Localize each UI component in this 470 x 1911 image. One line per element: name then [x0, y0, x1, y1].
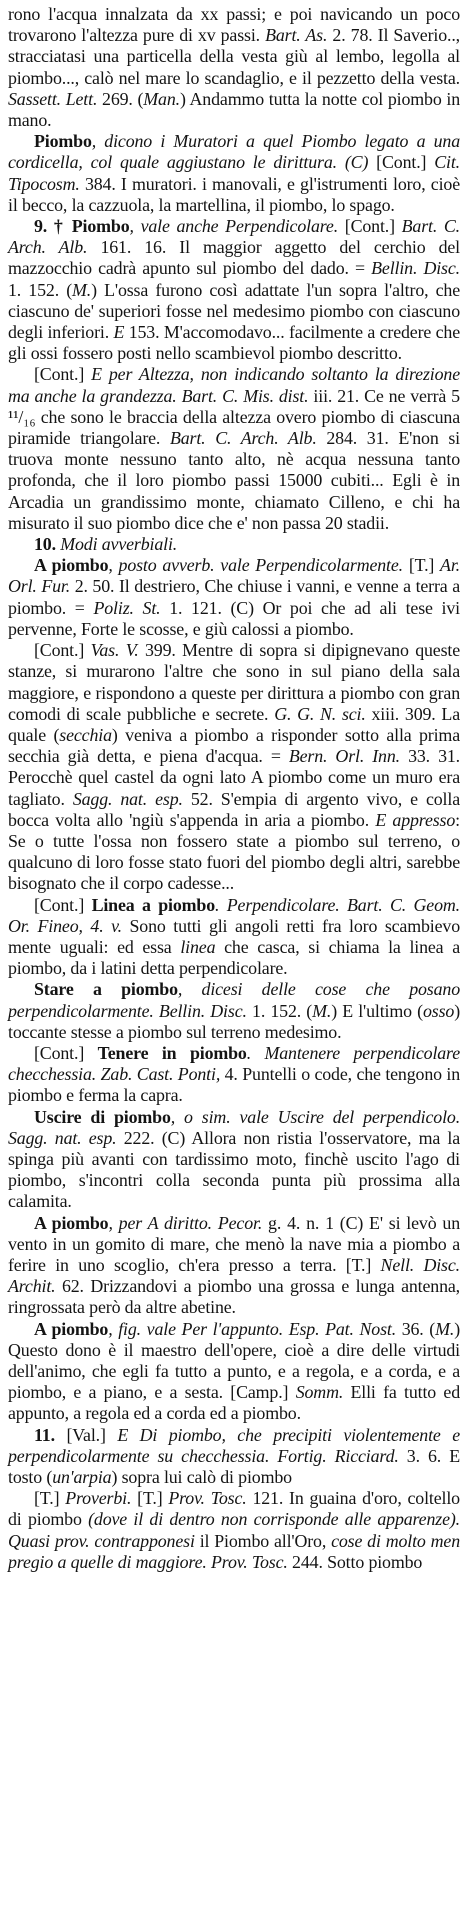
italic-text: G. G. N. sci. — [274, 703, 366, 724]
body-text: g. 4. n. 1 (C) E' si levò un vento in un gomito di mare, che menò la nave mia a piombo a ferire in uno scoglio, ch'era presso a terra. [T.] — [8, 1212, 460, 1275]
italic-text: Bart. C. Arch. Alb. — [8, 216, 460, 258]
italic-text: Nell. Disc. Archit. — [8, 1254, 460, 1297]
body-text: ) sopra lui calò di piombo — [111, 1467, 292, 1488]
italic-text: E per Altezza, non indicando soltanto la direzione ma anche la grandezza. Bart. C. Mis. dist. — [8, 364, 460, 406]
entry-paragraph — [8, 555, 460, 640]
body-text: ) L'ossa furono così adattate l'un sopra l'altro, che ciascuno de' superiori fosse nel medesimo piombo con ciascuno degli inferiori. — [8, 279, 460, 343]
italic-text: , dicono i Muratori a quel Piombo legato a una cordicella, col quale aggiustano le dirittura. (C) — [8, 131, 460, 173]
body-text: [Cont.] — [34, 640, 91, 661]
body-text: 153. M'accomodavo... facilmente a credere che gli ossi fossero posti nello scambievol piombo descritto. — [8, 322, 460, 364]
italic-text: , fig. vale Per l'appunto. Esp. Pat. Nost. — [108, 1318, 397, 1339]
body-text: 284. 31. E'non si truova monte nessuno tanto alto, nè acqua nessuna tanto profonda, che il loro piombo passi 15000 cubiti... Egli è in Arcadia un grandissimo monte, chiamato Cilleno, e chi ha misurato il suo piombo dice che e' non passa 20 stadii. — [8, 428, 460, 533]
italic-text: M. — [312, 1000, 332, 1021]
body-text: ) E l'ultimo ( — [331, 1000, 423, 1021]
body-text: [Cont.] — [34, 894, 92, 915]
italic-text: E — [113, 322, 125, 343]
italic-text: Bellin. Disc. — [371, 258, 460, 279]
entry-paragraph — [8, 364, 460, 534]
italic-text: un'arpia — [52, 1467, 112, 1488]
italic-text: . Mantenere perpendicolare checchessia. Zab. Cast. Ponti, — [8, 1042, 460, 1085]
body-text: 36. ( — [396, 1318, 436, 1339]
body-text: [Cont.] — [338, 216, 402, 237]
body-text: rono l'acqua innalzata da xx passi; e poi navicando un poco trovarono l'altezza pure di xv passi. — [8, 4, 460, 46]
italic-text: , dicesi delle cose che posano perpendicolarmente. Bellin. Disc. — [8, 979, 461, 1021]
headword: A piombo — [34, 555, 109, 576]
headword: Uscire di piombo — [34, 1106, 171, 1127]
italic-text: cose di molto men pregio a quelle di maggiore. Prov. Tosc. — [8, 1530, 461, 1572]
body-text: ) veniva a piombo a risponder sotto alla prima secchia già detta, e piena d'acqua. = — [8, 724, 460, 767]
body-text: Sono tutti gli angoli retti fra loro scambievo mente uguali: ed essa — [8, 915, 460, 957]
body-text: 1. 152. ( — [246, 1000, 313, 1021]
headword: 10. — [34, 534, 56, 555]
body-text: 52. S'empia di argento vivo, e colla bocca volta allo 'ngiù s'appenda in aria a piombo. — [8, 788, 460, 830]
headword: 11. — [34, 1424, 55, 1445]
entry-paragraph — [8, 895, 460, 980]
body-text: 33. 31. Perocchè quel castel da ogni lato A piombo come un muro era tagliato. — [8, 746, 460, 809]
body-text: ) Andammo tutta la notte col piombo in mano. — [8, 88, 460, 131]
italic-text: M. — [435, 1318, 455, 1339]
body-text: ) toccante stesse a piombo sul terreno medesimo. — [8, 1000, 461, 1042]
body-text: [T.] — [34, 1488, 66, 1509]
body-text: 384. I muratori. i manovali, e gl'istrumenti loro, cioè il becco, la cazzuola, la martellina, il piombo, lo spago. — [8, 173, 460, 215]
entry-paragraph — [8, 1213, 460, 1319]
italic-text: E Di piombo, che precipiti violentemente e perpendicolarmente su checchessia. Fortig. Ricciard. — [8, 1424, 461, 1466]
body-text: [T.] — [403, 555, 441, 576]
entry-paragraph — [8, 1488, 460, 1573]
entry-paragraph — [8, 4, 460, 131]
headword: Piombo — [34, 131, 92, 152]
body-text: 244. Sotto piombo — [287, 1551, 423, 1572]
body-text: il Piombo all'Oro, — [194, 1530, 332, 1551]
headword: A piombo — [34, 1212, 109, 1233]
body-text: xiii. 309. La quale ( — [8, 703, 460, 745]
entry-paragraph — [8, 1107, 460, 1213]
italic-text: , posto avverb. vale Perpendicolarmente. — [108, 555, 403, 576]
italic-text: Somm. — [295, 1382, 344, 1403]
body-text: [Val.] — [54, 1424, 118, 1445]
body-text: 4. Puntelli o code, che tengono in piombo e ferma la capra. — [8, 1064, 461, 1106]
body-text: 2. 50. Il destriero, Che chiuse i vanni, e venne a terra a piombo. = — [8, 576, 460, 618]
italic-text: Man. — [143, 88, 180, 109]
entry-paragraph — [8, 1425, 460, 1489]
body-text: iii. 21. Ce ne verrà 5 ¹¹/₁₆ che sono le braccia della altezza overo piombo di ciascuna piramide triangolare. — [8, 385, 460, 449]
italic-text: Sagg. nat. esp. — [72, 788, 183, 809]
italic-text: Bart. C. Arch. Alb. — [169, 428, 317, 449]
italic-text: linea — [180, 936, 216, 957]
italic-text: E appresso — [375, 809, 456, 830]
body-text: 269. ( — [97, 88, 144, 109]
entry-paragraph — [8, 534, 460, 555]
body-text: 121. In guaina d'oro, coltello di piombo — [8, 1488, 460, 1530]
italic-text: Cit. Tipocosm. — [8, 152, 460, 194]
body-text: [Cont.] — [368, 152, 435, 173]
italic-text: , vale anche Perpendicolare. — [129, 216, 339, 237]
body-text: : Se o tutte l'ossa non fossero state a piombo sul terreno, o qualcuno di loro fosse stato fuori del piombo degli altri, sarebbe bisognato che il corpo cadesse... — [8, 809, 460, 894]
headword: 9. † Piombo — [34, 216, 130, 237]
headword: Linea a piombo — [91, 894, 215, 915]
italic-text: secchia — [59, 724, 112, 745]
italic-text: Bern. Orl. Inn. — [288, 746, 400, 767]
headword: Tenere in piombo — [97, 1042, 247, 1063]
italic-text: Prov. Tosc. — [168, 1488, 247, 1509]
body-text: 2. 78. Il Saverio.., stracciatasi una particella della vesta giù al lembo, legolla al piombo..., calò nel mare lo scandaglio, e il pezzetto della vesta. — [8, 25, 460, 88]
headword: A piombo — [34, 1318, 109, 1339]
italic-text: . Perpendicolare. Bart. C. Geom. Or. Fineo, 4. v. — [8, 894, 460, 936]
entry-paragraph — [8, 1319, 460, 1425]
italic-text: osso — [422, 1000, 455, 1021]
italic-text: , o sim. vale Uscire del perpendicolo. Sagg. nat. esp. — [8, 1106, 461, 1148]
italic-text: (dove il di dentro non corrisponde alle apparenze). Quasi prov. contrapponesi — [8, 1509, 461, 1551]
entry-paragraph — [8, 1043, 460, 1107]
entry-paragraph — [8, 131, 460, 216]
body-text: ) Questo dono è il maestro dell'opere, cioè a dire delle virtudi dell'animo, che egli fa tutto a punto, e a regola, e a corda, e a piombo, e a piano, e a sesta. [Camp.] — [8, 1318, 461, 1403]
body-text: 62. Drizzandovi a piombo una grossa e lunga antenna, ringrossata però da altre abetine. — [8, 1276, 460, 1318]
italic-text: , per A diritto. Pecor. — [108, 1212, 263, 1233]
italic-text: Ar. Orl. Fur. — [8, 555, 460, 597]
entry-paragraph — [8, 216, 460, 364]
entry-paragraph — [8, 640, 460, 894]
body-text: Elli fa tutto ed appunto, a regola ed a corda ed a piombo. — [8, 1382, 460, 1424]
body-text: [Cont.] — [34, 364, 92, 385]
body-text: [Cont.] — [34, 1042, 98, 1063]
italic-text: Poliz. St. — [93, 597, 161, 618]
body-text: 1. 152. ( — [8, 279, 73, 300]
body-text: 399. Mentre di sopra si dipignevano queste stanze, si murarono l'altre che sono in sul piano della sala maggiore, e rispondono a queste per dirittura a piombo con gran comodi di scale pubbliche e secrete. — [8, 640, 461, 724]
italic-text: Proverbi. — [65, 1488, 132, 1509]
body-text: 1. 121. (C) Or poi che ad ali tese ivi pervenne, Forte le scosse, e giù calossi a piombo. — [8, 597, 460, 639]
body-text: 161. 16. Il maggior aggetto del cerchio del mazzocchio cadrà apunto sul piombo del dado. = — [8, 237, 460, 279]
body-text: 3. 6. E tosto ( — [8, 1445, 461, 1488]
entry-paragraph — [8, 979, 460, 1043]
italic-text: Vas. V. — [90, 640, 139, 661]
italic-text: Modi avverbiali. — [55, 534, 178, 555]
italic-text: M. — [72, 279, 92, 300]
body-text: [T.] — [131, 1488, 169, 1509]
italic-text: Bart. As. — [265, 25, 328, 46]
body-text: che casca, si chiama la linea a piombo, da i latini detta perpendicolare. — [8, 936, 460, 979]
body-text: 222. (C) Allora non ristia l'osservatore, ma la spinga più avanti con tardissimo moto, finchè uscito l'ago di piombo, s'incontri colla seconda punta più prossima alla calamita. — [8, 1127, 461, 1212]
italic-text: Sassett. Lett. — [8, 88, 98, 109]
headword: Stare a piombo — [34, 979, 178, 1000]
